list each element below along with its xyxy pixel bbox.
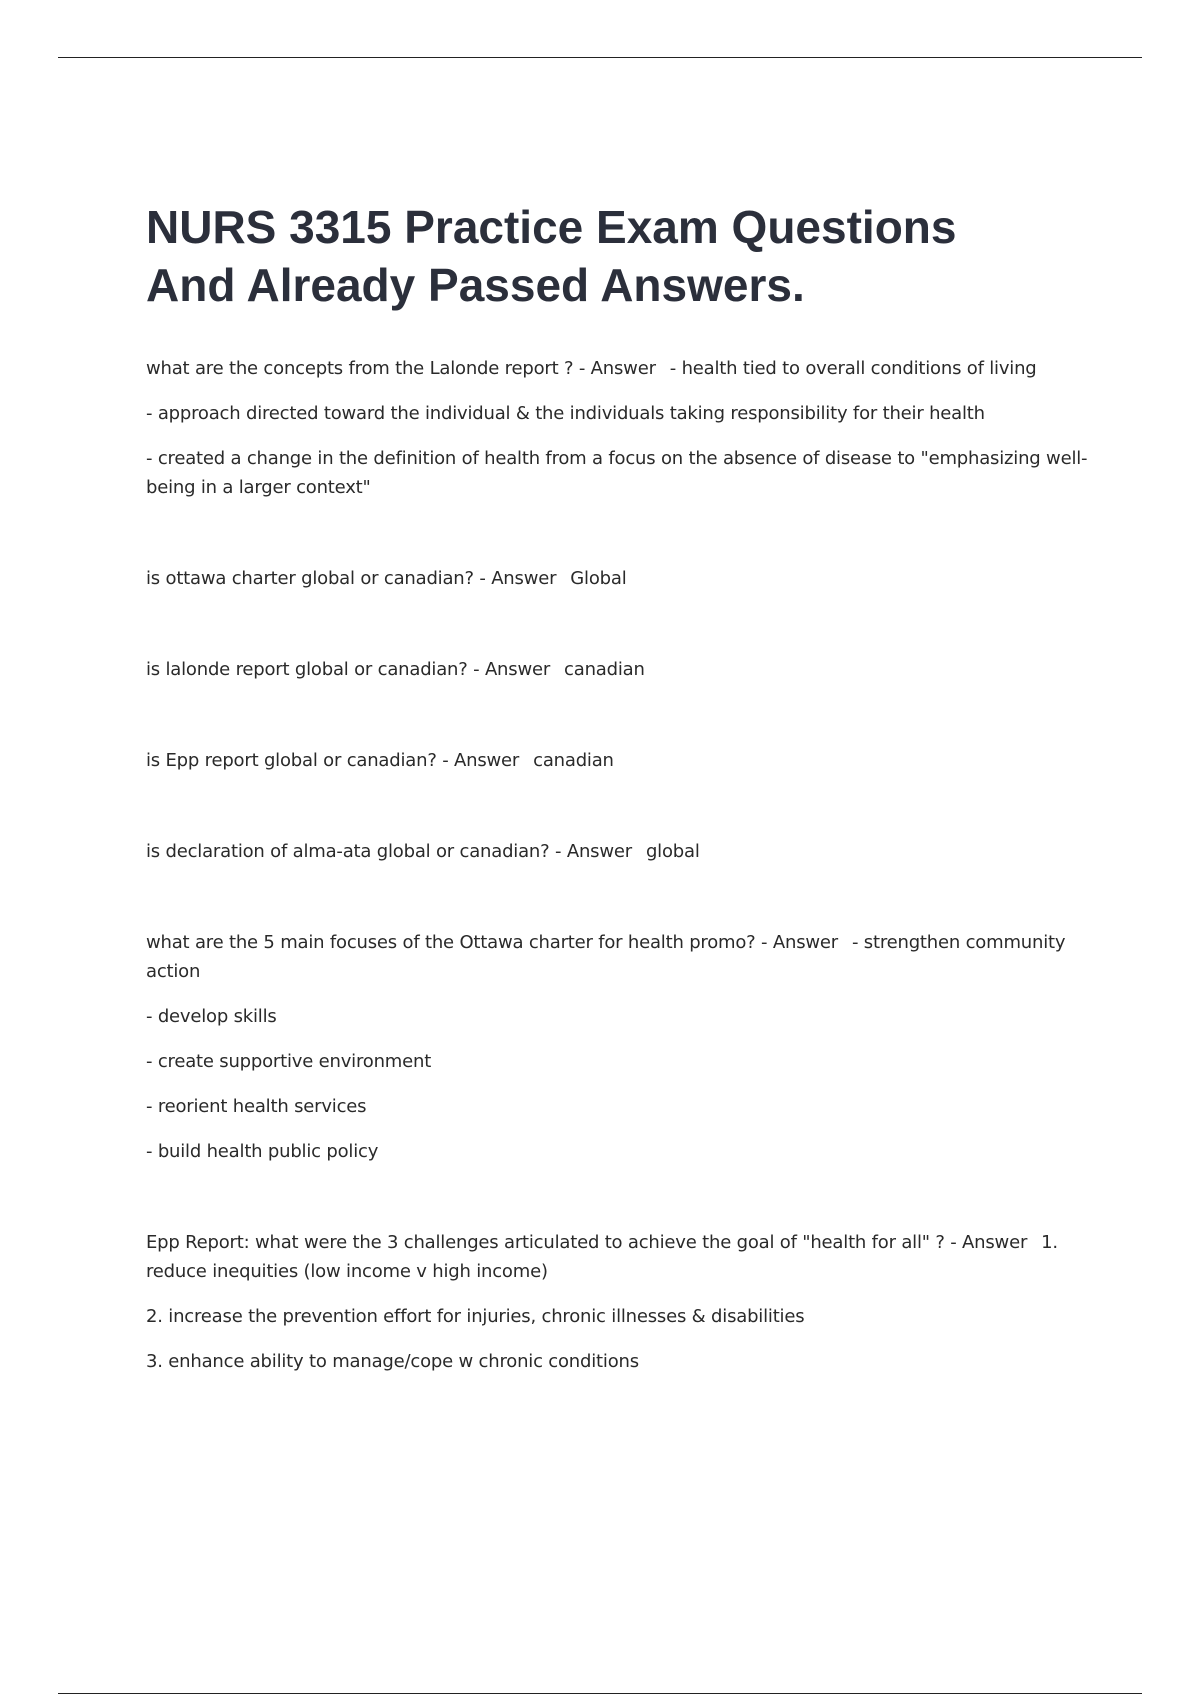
- question-line: [146, 928, 1094, 986]
- question-text: is declaration of alma-ata global or canadian? - Answer: [146, 841, 632, 862]
- title-line-2: And Already Passed Answers.: [146, 259, 805, 311]
- answer-text: - health tied to overall conditions of living: [669, 358, 1037, 379]
- question-text: is Epp report global or canadian? - Answer: [146, 750, 520, 771]
- question-text: is lalonde report global or canadian? - Answer: [146, 659, 551, 680]
- qa-item: [146, 354, 1094, 502]
- answer-text: canadian: [533, 750, 614, 771]
- qa-item: [146, 928, 1094, 1166]
- answer-text: global: [645, 841, 700, 862]
- question-line: [146, 1228, 1094, 1286]
- qa-list: [146, 354, 1094, 1376]
- question-line: [146, 837, 1094, 866]
- header-rule: [58, 57, 1142, 58]
- question-text: what are the 5 main focuses of the Ottawa charter for health promo? - Answer: [146, 932, 838, 953]
- answer-line: - build health public policy: [146, 1141, 379, 1162]
- answer-text: canadian: [564, 659, 645, 680]
- qa-item: [146, 746, 1094, 775]
- question-text: what are the concepts from the Lalonde report ? - Answer: [146, 358, 656, 379]
- qa-item: [146, 1228, 1094, 1376]
- qa-item: [146, 564, 1094, 593]
- answer-text: 1. reduce inequities (low income v high income): [146, 1232, 1058, 1282]
- answer-text: Global: [570, 568, 627, 589]
- answer-line: - develop skills: [146, 1006, 277, 1027]
- answer-line: - created a change in the definition of health from a focus on the absence of disease to "emphasizing well-being in a larger context": [146, 448, 1088, 498]
- answer-line: - reorient health services: [146, 1096, 367, 1117]
- qa-item: [146, 837, 1094, 866]
- question-line: [146, 564, 1094, 593]
- question-line: [146, 655, 1094, 684]
- qa-item: [146, 655, 1094, 684]
- answer-text: - strengthen community action: [146, 932, 1066, 982]
- question-line: [146, 746, 1094, 775]
- footer-rule: [58, 1693, 1142, 1694]
- answer-line: - approach directed toward the individual & the individuals taking responsibility for their health: [146, 403, 985, 424]
- answer-line: 2. increase the prevention effort for injuries, chronic illnesses & disabilities: [146, 1306, 805, 1327]
- question-line: [146, 354, 1094, 383]
- document-title: [146, 198, 1086, 314]
- title-line-1: NURS 3315 Practice Exam Questions: [146, 201, 957, 253]
- answer-line: - create supportive environment: [146, 1051, 432, 1072]
- answer-line: 3. enhance ability to manage/cope w chronic conditions: [146, 1351, 639, 1372]
- question-text: is ottawa charter global or canadian? - Answer: [146, 568, 557, 589]
- question-text: Epp Report: what were the 3 challenges articulated to achieve the goal of "health for all" ? - Answer: [146, 1232, 1028, 1253]
